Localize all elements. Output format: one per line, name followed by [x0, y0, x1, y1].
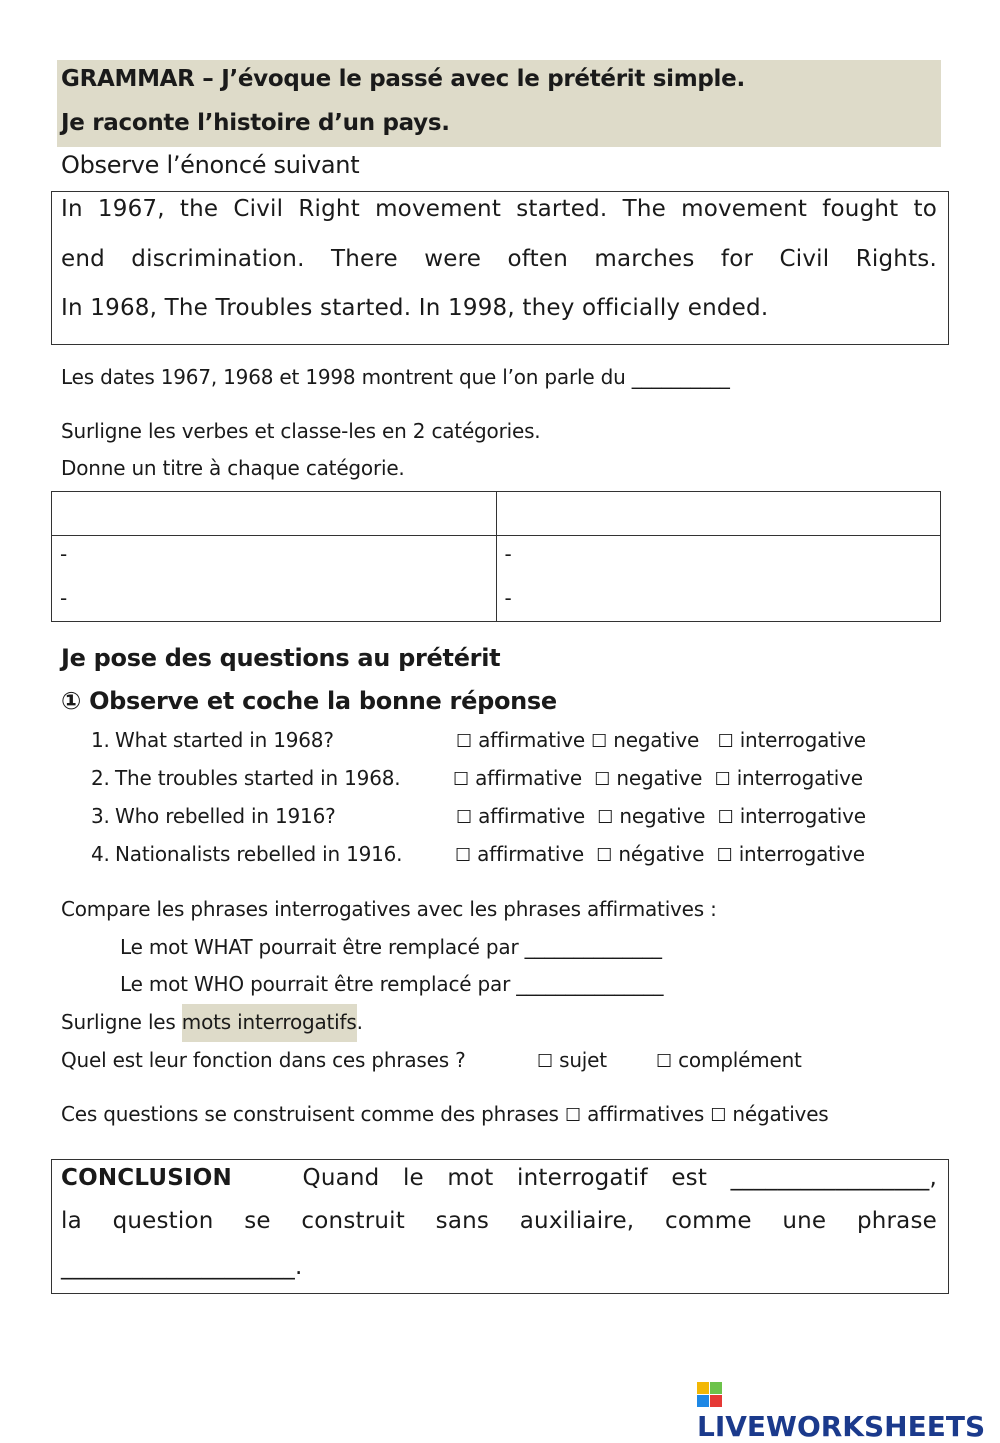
statement-line3: In 1968, The Troubles started. In 1998, they officially ended. [61, 295, 769, 321]
liveworksheets-logo-icon [697, 1382, 723, 1408]
question-2: 2. The troubles started in 1968. [91, 766, 401, 790]
liveworksheets-logo: LIVEWORKSHEETS [697, 1377, 1000, 1443]
checkbox-negative[interactable]: ☐ négative [596, 842, 705, 866]
checkbox-affirmatives[interactable]: ☐ affirmatives [564, 1102, 705, 1126]
checkbox-negative[interactable]: ☐ negative [594, 766, 703, 790]
conclusion-label: CONCLUSION [61, 1165, 232, 1191]
checkbox-negative[interactable]: ☐ negative [597, 804, 706, 828]
highlighted-words: mots interrogatifs [182, 1004, 357, 1042]
what-replacement-line: Le mot WHAT pourrait être remplacé par ______________ [120, 935, 662, 959]
header-title-line2: Je raconte l’histoire d’un pays. [61, 110, 450, 136]
checkbox-affirmative[interactable]: ☐ affirmative [456, 728, 585, 752]
subsection-title: ① Observe et coche la bonne réponse [61, 687, 557, 715]
conclusion-line1: CONCLUSION Quand le mot interrogatif est _________________, [61, 1165, 937, 1191]
checkbox-interrogative[interactable]: ☐ interrogative [717, 804, 866, 828]
checkbox-affirmative[interactable]: ☐ affirmative [453, 766, 582, 790]
checkbox-interrogative[interactable]: ☐ interrogative [714, 766, 863, 790]
question-4-options [455, 842, 865, 866]
function-question: Quel est leur fonction dans ces phrases ? [61, 1048, 466, 1072]
statement-line1: In 1967, the Civil Right movement started. The movement fought to [61, 196, 937, 222]
who-replacement-line: Le mot WHO pourrait être remplacé par _______________ [120, 972, 664, 996]
construct-question: Ces questions se construisent comme des phrases ☐ affirmatives ☐ négatives [61, 1102, 829, 1126]
question-3-options [456, 804, 866, 828]
category-list-right[interactable] [496, 536, 941, 622]
question-3: 3. Who rebelled in 1916? [91, 804, 336, 828]
list-item: - [60, 586, 68, 610]
question-1-options [456, 728, 866, 752]
checkbox-interrogative[interactable]: ☐ interrogative [717, 728, 866, 752]
compare-instruction: Compare les phrases interrogatives avec les phrases affirmatives : [61, 897, 717, 921]
instruction-highlight-verbs: Surligne les verbes et classe-les en 2 catégories. [61, 419, 541, 443]
section2-title: Je pose des questions au prétérit [61, 644, 501, 672]
conclusion-line2: la question se construit sans auxiliaire, comme une phrase [61, 1208, 937, 1234]
category-title-cell-right[interactable] [496, 492, 941, 536]
question-1: 1. What started in 1968? [91, 728, 334, 752]
header-title-line1: GRAMMAR – J’évoque le passé avec le prétérit simple. [61, 66, 745, 92]
checkbox-complement[interactable]: ☐ complément [656, 1048, 802, 1072]
category-title-cell-left[interactable] [52, 492, 497, 536]
category-list-left[interactable] [52, 536, 497, 622]
checkbox-negative[interactable]: ☐ negative [591, 728, 700, 752]
list-item: - [504, 586, 512, 610]
statement-line2: end discrimination. There were often marches for Civil Rights. [61, 246, 937, 272]
highlight-instruction: Surligne les mots interrogatifs. [61, 1010, 363, 1034]
checkbox-sujet[interactable]: ☐ sujet [537, 1048, 607, 1072]
dates-question: Les dates 1967, 1968 et 1998 montrent que l’on parle du __________ [61, 365, 730, 389]
instruction-give-title: Donne un titre à chaque catégorie. [61, 456, 405, 480]
checkbox-interrogative[interactable]: ☐ interrogative [716, 842, 865, 866]
section1-title: Observe l’énoncé suivant [61, 151, 360, 179]
list-item: - [504, 542, 512, 566]
question-2-options [453, 766, 863, 790]
checkbox-negatives[interactable]: ☐ négatives [710, 1102, 829, 1126]
checkbox-affirmative[interactable]: ☐ affirmative [456, 804, 585, 828]
list-item: - [60, 542, 68, 566]
conclusion-line3: ____________________. [61, 1254, 303, 1280]
category-table [51, 491, 941, 622]
checkbox-affirmative[interactable]: ☐ affirmative [455, 842, 584, 866]
question-4: 4. Nationalists rebelled in 1916. [91, 842, 403, 866]
